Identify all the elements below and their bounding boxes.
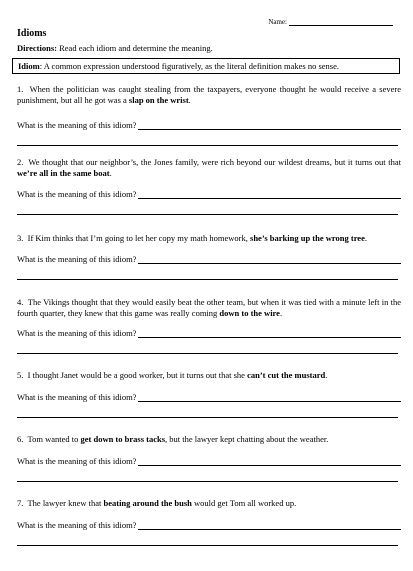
question-text-after: . <box>325 370 328 380</box>
question-text-before: We thought that our neighbor’s, the Jones family, were rich beyond our wildest dreams, but it turns out that <box>28 157 401 167</box>
answer-prompt: What is the meaning of this idiom? <box>17 456 137 466</box>
answer-row <box>17 120 401 130</box>
question-text-after: . <box>364 233 367 243</box>
question-text-after: would get Tom all worked up. <box>191 498 297 508</box>
answer-line-extra[interactable] <box>17 481 398 482</box>
name-field <box>268 18 393 26</box>
answer-line[interactable] <box>138 328 401 338</box>
answer-line[interactable] <box>138 254 401 264</box>
answer-line[interactable] <box>138 456 401 466</box>
answer-line-extra[interactable] <box>17 279 398 280</box>
question-text-before: The Vikings thought that they would easily beat the other team, but when it was tied with a minute left in the fourth quarter, they knew that this game was really coming <box>17 297 401 318</box>
definition-text: : A common expression understood figuratively, as the literal definition makes no sense. <box>39 61 339 71</box>
name-blank[interactable] <box>289 18 393 26</box>
page-title: Idioms <box>17 28 47 39</box>
question-text <box>17 157 401 179</box>
idiom-phrase: can’t cut the mustard <box>247 370 326 380</box>
answer-line-extra[interactable] <box>17 214 398 215</box>
question-text-after: . <box>279 308 283 318</box>
question-number: 7. <box>17 498 24 508</box>
name-label: Name: <box>268 18 287 26</box>
question-text-before: I thought Janet would be a good worker, but it turns out that she <box>27 370 248 380</box>
answer-line-extra[interactable] <box>17 145 398 146</box>
answer-prompt: What is the meaning of this idiom? <box>17 392 137 402</box>
answer-prompt: What is the meaning of this idiom? <box>17 520 137 530</box>
idiom-phrase: she’s barking up the wrong tree <box>250 233 365 243</box>
answer-row <box>17 328 401 338</box>
answer-line[interactable] <box>138 520 401 530</box>
directions <box>17 43 213 53</box>
answer-prompt: What is the meaning of this idiom? <box>17 328 137 338</box>
answer-line[interactable] <box>138 189 401 199</box>
question-text-before: When the politician was caught stealing from the taxpayers, everyone thought he would receive a severe punishment, but all he got was a <box>17 84 401 105</box>
question-number: 3. <box>17 233 24 243</box>
question-number: 5. <box>17 370 24 380</box>
question-6 <box>17 434 401 482</box>
idiom-phrase: get down to brass tacks <box>80 434 166 444</box>
answer-line[interactable] <box>138 120 401 130</box>
question-text <box>17 84 401 106</box>
idiom-phrase: beating around the bush <box>103 498 192 508</box>
answer-row <box>17 254 401 264</box>
question-number: 4. <box>17 297 24 307</box>
question-4 <box>17 297 401 354</box>
question-text <box>17 370 401 381</box>
question-number: 6. <box>17 434 24 444</box>
answer-prompt: What is the meaning of this idiom? <box>17 254 137 264</box>
answer-row <box>17 392 401 402</box>
idiom-phrase: slap on the wrist <box>128 95 189 105</box>
question-5 <box>17 370 401 418</box>
question-2 <box>17 157 401 215</box>
question-text <box>17 233 401 244</box>
question-text-before: Tom wanted to <box>27 434 81 444</box>
answer-row <box>17 456 401 466</box>
directions-text: Read each idiom and determine the meaning. <box>56 43 213 53</box>
answer-line-extra[interactable] <box>17 545 398 546</box>
answer-prompt: What is the meaning of this idiom? <box>17 189 137 199</box>
definition-label: Idiom <box>18 61 40 71</box>
question-1 <box>17 84 401 146</box>
question-text <box>17 297 401 319</box>
answer-row <box>17 520 401 530</box>
question-text <box>17 434 401 445</box>
question-7 <box>17 498 401 546</box>
answer-row <box>17 189 401 199</box>
answer-line-extra[interactable] <box>17 353 398 354</box>
answer-line-extra[interactable] <box>17 417 398 418</box>
question-text-before: The lawyer knew that <box>27 498 104 508</box>
answer-prompt: What is the meaning of this idiom? <box>17 120 137 130</box>
idiom-phrase: we’re all in the same boat <box>17 168 110 178</box>
question-text-after: , but the lawyer kept chatting about the weather. <box>165 434 329 444</box>
question-number: 1. <box>17 84 24 94</box>
answer-line[interactable] <box>138 392 401 402</box>
question-text-after: . <box>188 95 191 105</box>
question-text-after: . <box>109 168 112 178</box>
idiom-phrase: down to the wire <box>219 308 280 318</box>
question-text-before: If Kim thinks that I’m going to let her copy my math homework, <box>27 233 251 243</box>
question-text <box>17 498 401 509</box>
idiom-definition-box <box>12 58 400 74</box>
directions-label: Directions: <box>17 43 57 53</box>
question-3 <box>17 233 401 280</box>
question-number: 2. <box>17 157 24 167</box>
